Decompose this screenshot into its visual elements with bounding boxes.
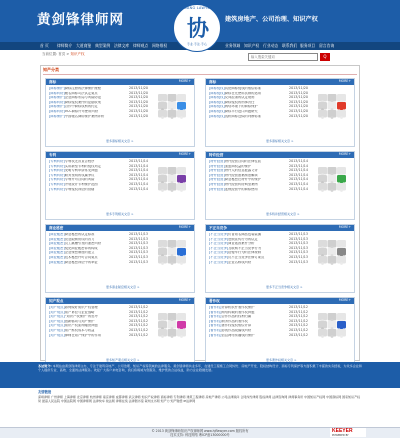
article-title[interactable]: 专利权无效宣告程序: [64, 160, 95, 163]
article-category[interactable]: [商标纠纷]: [49, 109, 65, 113]
article-title[interactable]: 竞业限制协议的效力: [64, 237, 95, 241]
puzzle-knob: [340, 189, 343, 192]
article-title[interactable]: 合作作品的权利归属: [221, 315, 252, 319]
article-category[interactable]: [商标侵权]: [209, 96, 225, 100]
article-category[interactable]: [知产观点]: [49, 319, 65, 323]
panel-footer-link[interactable]: 更多知产观点相关文章 >: [106, 358, 140, 363]
main-content: [40, 65, 360, 361]
panel-more-link[interactable]: MORE+: [178, 225, 191, 229]
article-title[interactable]: 侵犯商业秘密罪的构成: [64, 246, 98, 250]
article-date: 2013/11/14: [129, 163, 149, 168]
article-category[interactable]: [不正当竞争]: [209, 251, 229, 255]
article-title[interactable]: 员工跳槽引发的泄密纠纷: [64, 242, 102, 246]
site-title[interactable]: 黄剑锋律师网: [37, 12, 124, 28]
article-date: 2013/11/20: [129, 104, 149, 109]
puzzle-icon: [156, 312, 188, 338]
article-title[interactable]: 职务发明的权属争议: [64, 173, 95, 177]
article-title[interactable]: 试论商标侵权的赔偿标准: [224, 87, 262, 90]
article-category[interactable]: [不正当竞争]: [209, 237, 229, 241]
article-category[interactable]: [商业秘密]: [49, 246, 65, 250]
article-title[interactable]: 创新驱动与知产保护: [64, 319, 95, 323]
article-category[interactable]: [知产观点]: [49, 315, 65, 319]
article-category[interactable]: [不正当竞争]: [209, 233, 229, 236]
article-category[interactable]: [知产观点]: [49, 306, 65, 309]
article-date: 2013/11/13: [129, 250, 149, 255]
panel-title[interactable]: 著作权: [209, 299, 220, 303]
panel-title[interactable]: 商标: [49, 80, 57, 84]
puzzle-knob: [340, 335, 343, 338]
puzzle-knob: [180, 116, 183, 119]
article-date: 2013/11/12: [129, 314, 149, 319]
panel-header: [46, 298, 194, 304]
panel-more-link[interactable]: MORE+: [338, 225, 351, 229]
article-category[interactable]: [不正当竞争]: [209, 242, 229, 246]
logo-glyph: 协: [186, 16, 209, 42]
article-date: 2013/11/12: [289, 323, 309, 328]
puzzle-icon: [316, 312, 348, 338]
article-list: [209, 160, 316, 192]
panel-header: [46, 79, 194, 85]
nav-item[interactable]: 联系我们: [282, 42, 298, 48]
article-category[interactable]: [特许经营]: [209, 169, 225, 173]
puzzle-icon: [156, 239, 188, 265]
powered-by-badge[interactable]: [330, 428, 366, 437]
panel-footer-link[interactable]: 更多特许经营相关文章 >: [266, 212, 300, 217]
article-date: 2013/11/13: [129, 245, 149, 250]
article-date: 2013/11/12: [289, 332, 309, 337]
panel-more-link[interactable]: MORE+: [338, 79, 351, 83]
article-title[interactable]: 特许经营合同的法律性质: [224, 160, 262, 163]
panel-footer-link[interactable]: 更多商标相关文章 >: [266, 139, 294, 144]
article-category[interactable]: [专利纠纷]: [49, 164, 65, 168]
article-date: 2013/11/13: [289, 241, 309, 246]
article-category[interactable]: [专利纠纷]: [49, 160, 65, 163]
article-category[interactable]: [商标保护]: [49, 105, 65, 109]
article-category[interactable]: [特许经营]: [209, 160, 225, 163]
nav-item[interactable]: 知识产权: [244, 42, 260, 48]
article-date: 2013/11/20: [289, 90, 309, 95]
article-category[interactable]: [特许经营]: [209, 164, 225, 168]
article-title[interactable]: 浅析商标近似的判断标准: [224, 114, 262, 118]
article-category[interactable]: [知产观点]: [49, 333, 65, 337]
article-category[interactable]: [商标纠纷]: [49, 100, 65, 104]
article-title[interactable]: 商标在先使用抗辩的适用: [224, 91, 262, 95]
main-title: 知产分类: [43, 67, 59, 72]
article-date: 2013/11/12: [289, 305, 309, 309]
intro-label: 本站简介:: [38, 364, 52, 368]
breadcrumb-current: 知识产权: [70, 52, 85, 56]
article-date: 2013/11/20: [129, 90, 149, 95]
article-date: 2013/11/13: [289, 236, 309, 241]
article-item[interactable]: [49, 115, 156, 120]
article-title[interactable]: 互联网不正当竞争行为: [228, 246, 262, 250]
panel-title[interactable]: 商业秘密: [49, 226, 64, 230]
article-category[interactable]: [商标侵权]: [209, 105, 225, 109]
article-list: [209, 233, 316, 265]
article-date: 2013/11/20: [129, 99, 149, 104]
article-date: 2013/11/13: [129, 236, 149, 241]
intro-text: 本网站由黄剑锋律师主办，专注于建筑房地产、公司治理、知识产权等领域的法律服务。黄剑锋律师执业多年，在建设工程施工合同纠纷、房地产开发、股权结构设计、商标专利保护等方面积累了丰富的实务经验，为众多企业和个人提供专业、高效、全面的法律服务。欢迎广大客户来电咨询，我们将竭诚为您服务，维护您的合法权益，助力企业稳健发展。: [38, 364, 362, 373]
nav-item[interactable]: 行业动态: [263, 42, 279, 48]
article-item[interactable]: [209, 261, 316, 266]
panel-more-link[interactable]: MORE+: [178, 152, 191, 156]
friend-links-title: 友情链接: [38, 390, 52, 394]
panel-header: [206, 225, 354, 231]
article-category[interactable]: [著作权]: [209, 315, 222, 319]
article-category[interactable]: [著作权]: [209, 319, 222, 323]
nav-item[interactable]: 业务领域: [225, 42, 241, 48]
article-title[interactable]: 影视作品改编权纠纷: [221, 328, 252, 332]
article-date: 2013/11/20: [289, 95, 309, 100]
panel-footer-link[interactable]: 更多商标相关文章 >: [106, 139, 134, 144]
article-title[interactable]: 商业秘密的认定标准: [64, 233, 95, 236]
puzzle-icon: [316, 166, 348, 192]
article-category[interactable]: [商标保护]: [49, 114, 65, 118]
article-title[interactable]: 职务作品的著作权: [221, 319, 248, 323]
article-category[interactable]: [商业秘密]: [49, 255, 65, 259]
article-item[interactable]: [209, 115, 316, 120]
puzzle-knob: [340, 262, 343, 265]
article-category[interactable]: [著作权]: [209, 310, 222, 314]
article-title[interactable]: 知产维权成本与收益: [64, 328, 95, 332]
article-date: 2013/11/13: [129, 241, 149, 246]
article-title[interactable]: 仿冒知名商品包装装潢: [228, 233, 262, 236]
article-date: 2013/11/12: [289, 314, 309, 319]
article-title[interactable]: 企业商标布局与风险防范: [64, 96, 102, 100]
article-category[interactable]: [著作权]: [209, 306, 222, 309]
article-category[interactable]: [特许经营]: [209, 187, 225, 191]
article-date: 2013/11/12: [129, 309, 149, 314]
article-category[interactable]: [知产观点]: [49, 328, 65, 332]
panel-title[interactable]: 商标: [209, 80, 217, 84]
panel-title[interactable]: 不正当竞争: [209, 226, 227, 230]
nav-item[interactable]: 服务项目: [300, 42, 316, 48]
article-date: 2013/11/20: [289, 108, 309, 113]
article-category[interactable]: [不正当竞争]: [209, 255, 229, 259]
puzzle-icon: [156, 166, 188, 192]
panel-header: [206, 79, 354, 85]
logo-ring-text: HUANG LAWYER: [181, 6, 213, 10]
article-date: 2013/11/14: [129, 159, 149, 163]
article-title[interactable]: 反不正当竞争法修订要点: [228, 255, 265, 259]
article-date: 2013/11/13: [289, 232, 309, 236]
nav-item[interactable]: 律师观点: [133, 42, 149, 48]
article-date: 2013/11/20: [129, 95, 149, 100]
article-title[interactable]: 中国驰名商标保护案例评析: [64, 114, 105, 118]
puzzle-icon: [316, 239, 348, 265]
article-title[interactable]: 反向混淆的认定规则: [224, 96, 255, 100]
puzzle-knob: [171, 189, 174, 192]
article-date: 2013/11/14: [289, 163, 309, 168]
badge-brand: KEEYER: [332, 428, 353, 434]
article-category[interactable]: [商标侵权]: [209, 109, 225, 113]
friend-links-list[interactable]: 深圳律师 广州律师 上海律师 北京律师 杭州律师 南京律师 成都律师 武汉律师 知识产权律师 商标律师 专利律师 建筑工程律师 房地产律师 公司法律顾问 合同纠纷律师 股权律师 法律咨询网 律师事务所 中国知识产权网 中国商标网 国家知识产权局 最高人民法院 中国法院网 中国律师网 法律快车 找法网 律师在线 法律图书馆 裁判文书网 知产力 知产财经 IP法律网: [38, 394, 361, 404]
category-panel: [205, 151, 355, 220]
article-title[interactable]: 专利侵权诉讼的管辖: [64, 187, 95, 191]
article-date: 2013/11/12: [129, 332, 149, 337]
article-title[interactable]: 律师在知产保护中的作用: [64, 333, 102, 337]
article-date: 2013/11/14: [289, 168, 309, 173]
article-title[interactable]: 商业秘密诉讼中的举证: [64, 260, 98, 264]
article-date: 2013/11/20: [129, 108, 149, 113]
logo-bottom-text: 专业·专注·专心: [187, 42, 207, 47]
article-category[interactable]: [商标侵权]: [209, 91, 225, 95]
puzzle-knob: [180, 335, 183, 338]
article-title[interactable]: 计算机软件著作权保护: [221, 306, 255, 309]
category-panel: [45, 151, 195, 220]
article-date: 2013/11/20: [289, 104, 309, 109]
category-panel: [45, 297, 195, 366]
article-title[interactable]: 商标侵权的刑事责任: [224, 100, 255, 104]
article-category[interactable]: [商标侵权]: [209, 100, 225, 104]
article-title[interactable]: 商业秘密在特许中的保护: [224, 178, 262, 182]
puzzle-knob: [321, 262, 324, 265]
panel-more-link[interactable]: MORE+: [338, 298, 351, 302]
article-title[interactable]: VCC商标许可使用纠纷: [64, 109, 98, 113]
article-title[interactable]: 加盟商权益的保护: [224, 164, 252, 168]
puzzle-knob: [161, 189, 164, 192]
article-title[interactable]: 外观设计专利保护范围: [64, 182, 98, 186]
nav-item[interactable]: 网络维权: [152, 42, 168, 48]
article-category[interactable]: [知产观点]: [49, 310, 65, 314]
article-date: 2013/11/12: [289, 318, 309, 323]
article-category[interactable]: [商业秘密]: [49, 237, 65, 241]
article-category[interactable]: [专利纠纷]: [49, 178, 65, 182]
article-item[interactable]: [49, 261, 156, 266]
category-panel: [205, 224, 355, 293]
site-tagline: 建筑房地产、公司治理、知识产权: [225, 16, 318, 23]
article-category[interactable]: [特许经营]: [209, 182, 225, 186]
article-list: [209, 87, 316, 119]
article-title[interactable]: 驰名商标司法认定要点: [64, 91, 98, 95]
puzzle-knob: [331, 335, 334, 338]
article-title[interactable]: 企业保密制度的建立: [64, 251, 95, 255]
search-button[interactable]: Q: [320, 53, 330, 61]
article-date: 2013/11/13: [289, 250, 309, 255]
panel-title[interactable]: 特许经营: [209, 153, 224, 157]
article-item[interactable]: [209, 188, 316, 193]
article-date: 2013/11/12: [129, 305, 149, 309]
panel-title[interactable]: 知产观点: [49, 299, 64, 303]
article-category[interactable]: [专利纠纷]: [49, 187, 65, 191]
panel-footer-link[interactable]: 更多商业秘密相关文章 >: [106, 285, 140, 290]
article-category[interactable]: [著作权]: [209, 328, 222, 332]
article-category[interactable]: [专利纠纷]: [49, 173, 65, 177]
puzzle-knob: [331, 189, 334, 192]
puzzle-knob: [180, 189, 183, 192]
article-list: [49, 306, 156, 338]
article-title[interactable]: 商标平行进口问题研究: [224, 109, 258, 113]
article-date: 2013/11/12: [289, 327, 309, 332]
panel-header: [206, 298, 354, 304]
article-title[interactable]: 网络环境下的商标保护: [224, 105, 258, 109]
article-date: 2013/11/13: [289, 254, 309, 259]
article-title[interactable]: 企业名称权纠纷: [228, 260, 252, 264]
breadcrumb: [42, 52, 84, 56]
article-title[interactable]: 虚假宣传行为的认定: [228, 237, 258, 241]
article-item[interactable]: [49, 334, 156, 339]
article-date: 2013/11/14: [129, 181, 149, 186]
article-title[interactable]: 合作中商标权利的约定: [64, 105, 98, 109]
article-date: 2013/11/14: [129, 177, 149, 182]
puzzle-knob: [161, 116, 164, 119]
tech-support: 技术支持: 科技网络 粤ICP备13000000号: [170, 432, 230, 437]
category-panel: [45, 224, 195, 293]
puzzle-icon: [156, 93, 188, 119]
article-date: 2013/11/12: [289, 309, 309, 314]
article-title[interactable]: 实用新型专利的侵权判定: [64, 164, 102, 168]
puzzle-knob: [331, 262, 334, 265]
article-date: 2013/11/20: [289, 99, 309, 104]
category-panel: [205, 297, 355, 366]
nav-item[interactable]: 典型案例: [95, 42, 111, 48]
article-title[interactable]: 知识产权质押融资问题: [64, 324, 98, 328]
article-category[interactable]: [著作权]: [209, 333, 222, 337]
article-list: [49, 160, 156, 192]
article-date: 2013/11/12: [129, 327, 149, 332]
article-category[interactable]: [不正当竞争]: [209, 260, 229, 264]
panel-footer-link[interactable]: 更多不正当竞争相关文章 >: [266, 285, 303, 290]
article-date: 2013/11/14: [289, 177, 309, 182]
article-category[interactable]: [商业秘密]: [49, 260, 65, 264]
copyright: © 2013 黄剑锋律师知识产权律师网 www.hjflawyer.com 版权所有: [151, 429, 249, 433]
article-category[interactable]: [特许经营]: [209, 178, 225, 182]
puzzle-knob: [180, 262, 183, 265]
panel-more-link[interactable]: MORE+: [178, 298, 191, 302]
puzzle-knob: [161, 335, 164, 338]
article-title[interactable]: 网络转载的著作权问题: [221, 310, 255, 314]
article-title[interactable]: 连锁经营中的商标使用: [224, 187, 258, 191]
article-category[interactable]: [商业秘密]: [49, 242, 65, 246]
article-category[interactable]: [特许经营]: [209, 173, 225, 177]
panel-header: [206, 152, 354, 158]
article-date: 2013/11/14: [289, 186, 309, 191]
article-date: 2013/11/13: [129, 254, 149, 259]
badge-sub: POWERED BY: [332, 433, 349, 437]
article-title[interactable]: 专利许可合同的风险: [64, 178, 95, 182]
article-title[interactable]: 发明专利申请常见问题: [64, 169, 98, 173]
breadcrumb-prefix[interactable]: 当前位置: 首页 >: [42, 52, 70, 56]
nav-item[interactable]: 律师简介: [57, 42, 73, 48]
article-date: 2013/11/14: [129, 172, 149, 177]
puzzle-knob: [321, 335, 324, 338]
article-date: 2013/11/14: [289, 172, 309, 177]
title-divider: [43, 74, 357, 75]
article-category[interactable]: [知产观点]: [49, 324, 65, 328]
site-intro: [0, 362, 400, 388]
article-title[interactable]: “知识产权保护”的思考: [64, 315, 98, 319]
article-category[interactable]: [不正当竞争]: [209, 246, 229, 250]
article-date: 2013/11/13: [129, 232, 149, 236]
nav-item[interactable]: 留言咨询: [319, 42, 335, 48]
article-title[interactable]: 著作权侵权赔偿计算: [221, 324, 252, 328]
puzzle-knob: [171, 116, 174, 119]
puzzle-knob: [331, 116, 334, 119]
article-category[interactable]: [商标侵权]: [209, 114, 225, 118]
category-panel: [45, 78, 195, 147]
article-title[interactable]: 商业诋毁案件分析: [228, 242, 255, 246]
article-date: 2013/11/12: [129, 318, 149, 323]
category-panel: [205, 78, 355, 147]
panel-more-link[interactable]: MORE+: [178, 79, 191, 83]
article-title[interactable]: 信息网络传播权的保护: [221, 333, 255, 337]
article-date: 2013/11/14: [289, 159, 309, 163]
puzzle-knob: [321, 189, 324, 192]
article-list: [209, 306, 316, 338]
article-title[interactable]: 商标侵权案件的证据收集: [64, 100, 102, 104]
search-input[interactable]: [248, 53, 318, 61]
article-title[interactable]: 知产诉讼与企业战略: [64, 310, 95, 314]
puzzle-knob: [171, 262, 174, 265]
article-category[interactable]: [商标保护]: [49, 87, 65, 90]
article-category[interactable]: [商标纠纷]: [49, 91, 65, 95]
article-item[interactable]: [209, 334, 316, 339]
friend-links: [0, 388, 400, 428]
puzzle-icon: [316, 93, 348, 119]
nav-item[interactable]: 法律文库: [114, 42, 130, 48]
article-date: 2013/11/14: [289, 181, 309, 186]
article-category[interactable]: [著作权]: [209, 324, 222, 328]
panel-title[interactable]: 专利: [49, 153, 57, 157]
article-category[interactable]: [专利纠纷]: [49, 169, 65, 173]
article-date: 2013/11/20: [289, 86, 309, 90]
article-title[interactable]: 特许经营备案制度解读: [224, 173, 258, 177]
panel-header: [46, 225, 194, 231]
puzzle-knob: [161, 262, 164, 265]
article-title[interactable]: 技术秘密许可合同要点: [64, 255, 98, 259]
article-list: [49, 233, 156, 265]
article-date: 2013/11/20: [289, 113, 309, 118]
article-date: 2013/11/20: [129, 86, 149, 90]
panel-footer-link[interactable]: 更多著作权相关文章 >: [266, 358, 297, 363]
article-category[interactable]: [商标侵权]: [209, 87, 225, 90]
panel-more-link[interactable]: MORE+: [338, 152, 351, 156]
panel-header: [46, 152, 194, 158]
article-category[interactable]: [商标保护]: [49, 96, 65, 100]
article-title[interactable]: 特许经营纠纷典型案例: [224, 182, 258, 186]
article-date: 2013/11/12: [129, 323, 149, 328]
puzzle-knob: [321, 116, 324, 119]
article-title[interactable]: 如何做好知识产权管理: [64, 306, 98, 309]
article-list: [49, 87, 156, 119]
article-category[interactable]: [专利纠纷]: [49, 182, 65, 186]
puzzle-knob: [171, 335, 174, 338]
article-title[interactable]: 搭便车行为的法律规制: [228, 251, 262, 255]
article-date: 2013/11/20: [129, 113, 149, 118]
article-date: 2013/11/13: [289, 259, 309, 264]
nav-item[interactable]: 大道商鉴: [76, 42, 92, 48]
article-category[interactable]: [商业秘密]: [49, 251, 65, 255]
nav-item[interactable]: 首 页: [40, 42, 49, 48]
article-date: 2013/11/13: [289, 245, 309, 250]
article-category[interactable]: [商业秘密]: [49, 233, 65, 236]
article-item[interactable]: [49, 188, 156, 193]
article-title[interactable]: 特许人的信息披露义务: [224, 169, 258, 173]
puzzle-knob: [340, 116, 343, 119]
article-date: 2013/11/14: [129, 186, 149, 191]
logo-seal[interactable]: [173, 4, 221, 52]
article-title[interactable]: 商标注册的法律保护流程: [64, 87, 102, 90]
article-date: 2013/11/13: [129, 259, 149, 264]
article-date: 2013/11/14: [129, 168, 149, 173]
panel-footer-link[interactable]: 更多专利相关文章 >: [106, 212, 134, 217]
